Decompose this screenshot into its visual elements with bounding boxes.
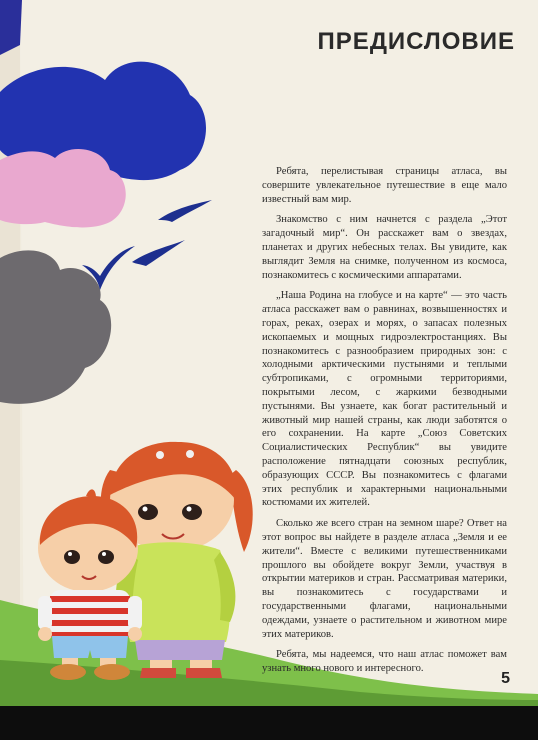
bird-2 (132, 240, 185, 266)
paragraph-intro: Ребята, перелистывая страницы атласа, вы совершите увлекательное путешествие в еще мало известный вам мир. (262, 166, 507, 205)
page-title: ПРЕДИСЛОВИЕ (317, 28, 515, 55)
paragraph-countries: Сколько же всего стран на земном шаре? Ответ на этот вопрос вы найдете в разделе атласа „Земля и ее жители“. Вместе с великими путешественниками прошлого вы обойдете вокруг Земли, участвуя в открытии материков и стран. Рассматривая материки, вы познакомитесь с государствами и государственными флагами, национальными одеждами, узнаете о растительном и животном мире этих материков. (262, 518, 507, 640)
scan-bottom-edge (0, 706, 538, 740)
paragraph-mysterious-world: Знакомство с ним начнется с раздела „Этот загадочный мир“. Он расскажет вам о звездах, планетах и других небесных телах. Вы увидите, как выглядит Земля на снимке, полученном из космоса, познакомитесь с космическими аппаратами. (262, 214, 507, 281)
preface-text (262, 165, 507, 683)
paragraph-homeland: „Наша Родина на глобусе и на карте“ — это часть атласа расскажет вам о равнинах, возвышенностях и горах, реках, озерах и морях, о запасах полезных ископаемых и мощных гидроэлектростанциях. Вы познакомитесь с разнообразием природных зон: с холодными арктическими пустынями и теплыми субтропиками, с огромными территориями, покрытыми лесом, с жаркими безводными пустынями. Вы узнаете, как богат растительный и животный мир нашей страны, как люди заботятся о его сохранении. На карте „Союз Советских Социалистических Республик“ вы увидите расположение пятнадцати союзных республик, образующих СССР. Вы познакомитесь с флагами этих республик и характерными национальными костюмами их жителей. (262, 290, 507, 509)
bird-1 (158, 200, 212, 222)
paragraph-closing: Ребята, мы надеемся, что наш атлас поможет вам узнать много нового и интересного. (262, 649, 507, 675)
page-number: 5 (501, 670, 510, 687)
